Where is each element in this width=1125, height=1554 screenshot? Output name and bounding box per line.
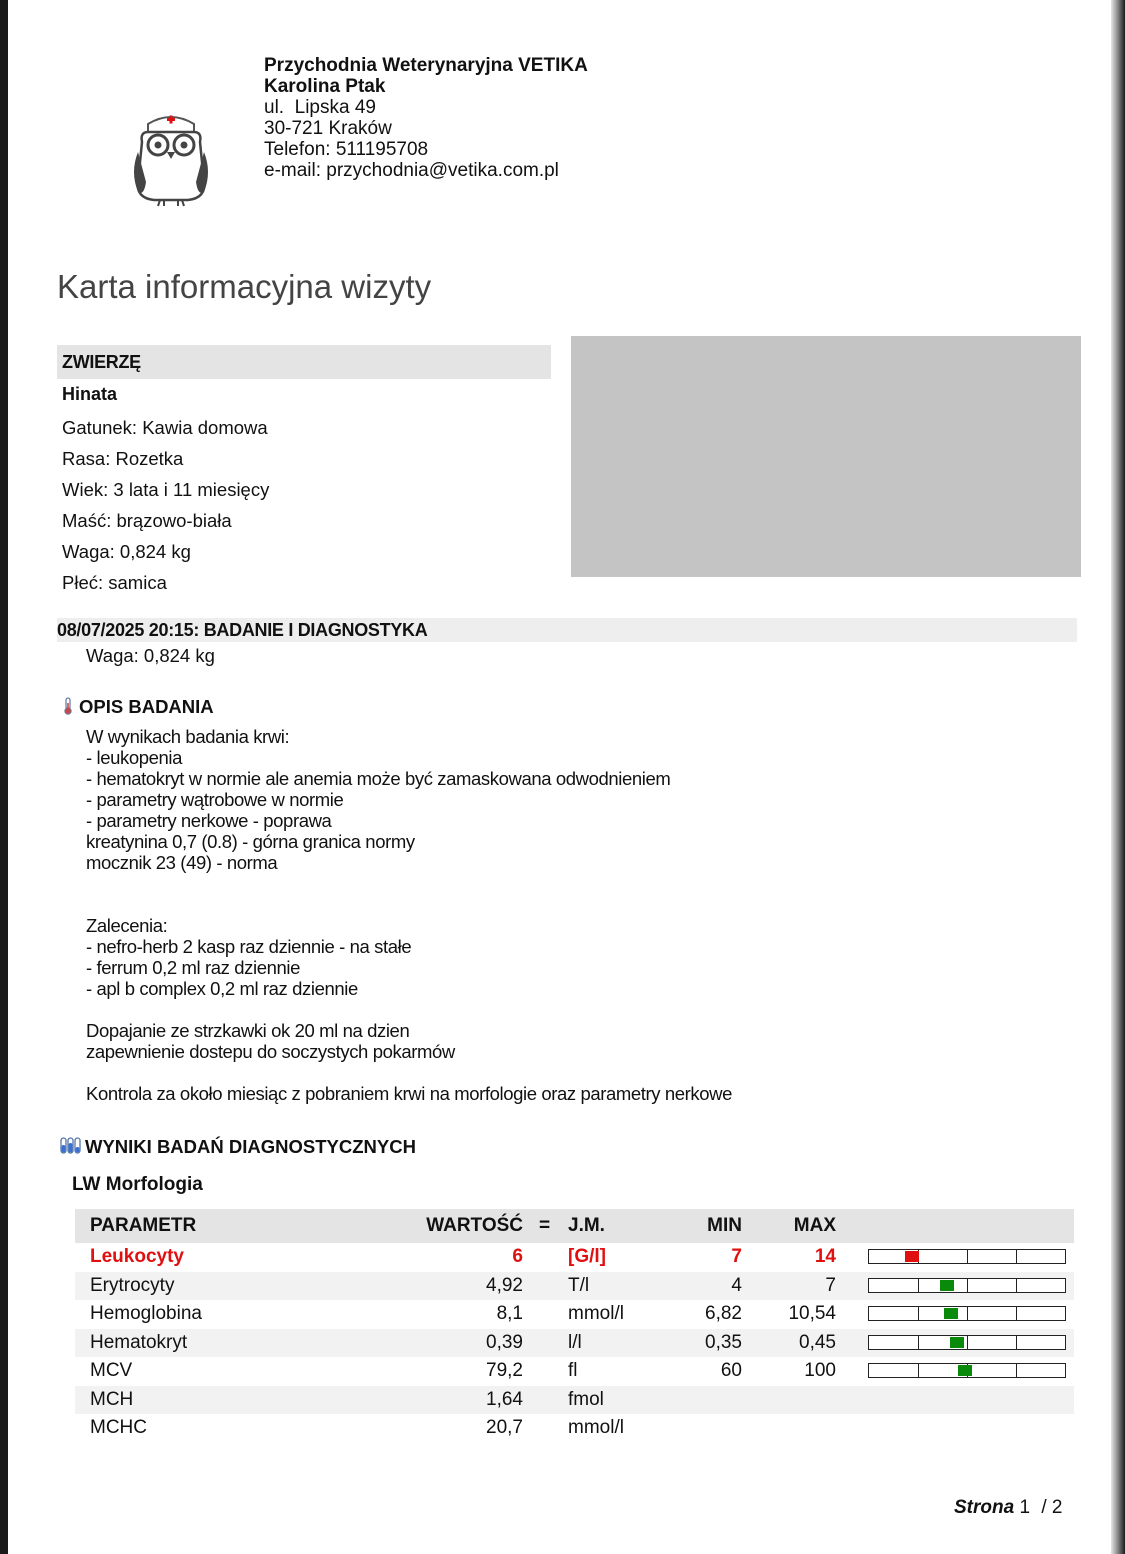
value-cell: 1,64 (486, 1388, 523, 1410)
visit-header: 08/07/2025 20:15: BADANIE I DIAGNOSTYKA (57, 618, 1077, 642)
value-cell: 79,2 (486, 1360, 523, 1381)
opis-line: Kontrola za około miesiąc z pobraniem krwi na morfologie oraz parametry nerkowe (86, 1083, 733, 1104)
col-eq-header: = (539, 1215, 551, 1236)
opis-line (86, 894, 732, 915)
table-row (75, 1300, 1074, 1329)
range-bar (868, 1306, 1066, 1321)
clinic-header (264, 55, 588, 181)
value-cell: 8,1 (496, 1303, 523, 1324)
unit-cell: T/l (568, 1274, 590, 1296)
clinic-city: 30-721 Kraków (264, 118, 392, 139)
col-min-header: MIN (707, 1215, 742, 1236)
unit-cell: mmol/l (568, 1303, 624, 1324)
param-cell: Leukocyty (90, 1246, 184, 1267)
page-total: / 2 (1041, 1497, 1063, 1518)
animal-sex: Płeć: samica (62, 572, 167, 593)
range-marker (940, 1280, 954, 1291)
clinic-owner: Karolina Ptak (264, 76, 386, 97)
clinic-phone: Telefon: 511195708 (264, 139, 429, 160)
wyniki-title: WYNIKI BADAŃ DIAGNOSTYCZNYCH (85, 1136, 416, 1157)
results-body (75, 1243, 1074, 1443)
clinic-email: e-mail: przychodnia@vetika.com.pl (264, 160, 559, 181)
value-cell: 0,39 (486, 1331, 523, 1353)
max-cell: 10,54 (788, 1303, 836, 1324)
page-label: Strona (954, 1497, 1015, 1518)
opis-line: Zalecenia: (86, 915, 168, 936)
opis-line: W wynikach badania krwi: (86, 726, 290, 747)
col-unit-header: J.M. (568, 1215, 605, 1236)
thermometer-icon (63, 697, 73, 720)
test-tubes-icon (59, 1137, 81, 1160)
animal-age: Wiek: 3 lata i 11 miesięcy (62, 479, 270, 500)
range-bar (868, 1278, 1066, 1293)
clinic-street: ul. Lipska 49 (264, 97, 376, 118)
opis-line: Dopajanie ze strzkawki ok 20 ml na dzien (86, 1020, 410, 1041)
document-title: Karta informacyjna wizyty (57, 268, 432, 305)
unit-cell: l/l (568, 1331, 582, 1353)
max-cell: 0,45 (799, 1331, 836, 1353)
min-cell: 6,82 (705, 1303, 742, 1324)
page-current: 1 (1019, 1497, 1031, 1518)
wyniki-section-header (59, 1136, 416, 1160)
range-marker (950, 1337, 964, 1348)
opis-section-header (63, 696, 214, 720)
unit-cell: [G/l] (568, 1246, 606, 1267)
col-value-header: WARTOŚĆ (426, 1215, 523, 1236)
test-name: LW Morfologia (72, 1174, 203, 1195)
unit-cell: mmol/l (568, 1417, 624, 1438)
scan-edge-right (1111, 0, 1125, 1554)
opis-line: - leukopenia (86, 747, 182, 768)
unit-cell: fl (568, 1360, 578, 1381)
table-row (75, 1357, 1074, 1386)
col-max-header: MAX (793, 1215, 836, 1236)
max-cell: 14 (814, 1246, 836, 1267)
opis-line: - nefro-herb 2 kasp raz dziennie - na stałe (86, 936, 412, 957)
value-cell: 4,92 (486, 1274, 523, 1296)
min-cell: 0,35 (705, 1331, 742, 1353)
table-row (75, 1272, 1074, 1301)
scan-edge-left (0, 0, 8, 1554)
param-cell: Erytrocyty (90, 1274, 175, 1296)
max-cell: 100 (804, 1360, 836, 1381)
opis-title: OPIS BADANIA (79, 696, 214, 717)
table-row (75, 1243, 1074, 1272)
owl-nurse-logo-icon (130, 112, 212, 208)
clinic-name: Przychodnia Weterynaryjna VETIKA (264, 55, 588, 76)
range-marker (958, 1365, 972, 1376)
animal-photo-placeholder (571, 336, 1081, 577)
opis-line: mocznik 23 (49) - norma (86, 852, 278, 873)
visit-weight: Waga: 0,824 kg (86, 645, 215, 666)
animal-section-header: ZWIERZĘ (57, 345, 551, 379)
opis-line: zapewnienie dostepu do soczystych pokarmów (86, 1041, 455, 1062)
animal-species: Gatunek: Kawia domowa (62, 417, 268, 438)
results-header-row (75, 1209, 1074, 1243)
opis-line: - parametry nerkowe - poprawa (86, 810, 332, 831)
value-cell: 6 (512, 1246, 523, 1267)
table-row (75, 1414, 1074, 1443)
param-cell: MCHC (90, 1417, 147, 1438)
opis-line (86, 999, 732, 1020)
opis-line: kreatynina 0,7 (0.8) - górna granica normy (86, 831, 415, 852)
unit-cell: fmol (568, 1388, 604, 1410)
table-row (75, 1386, 1074, 1415)
value-cell: 20,7 (486, 1417, 523, 1438)
max-cell: 7 (825, 1274, 836, 1296)
min-cell: 60 (720, 1360, 742, 1381)
animal-weight: Waga: 0,824 kg (62, 541, 191, 562)
opis-body (86, 726, 732, 1104)
opis-line: - ferrum 0,2 ml raz dziennie (86, 957, 300, 978)
param-cell: Hematokryt (90, 1331, 188, 1353)
min-cell: 4 (731, 1274, 742, 1296)
opis-line (86, 873, 732, 894)
results-table (75, 1209, 1074, 1443)
opis-line: - hematokryt w normie ale anemia może być zamaskowana odwodnieniem (86, 768, 671, 789)
param-cell: MCV (90, 1360, 133, 1381)
param-cell: Hemoglobina (90, 1303, 202, 1324)
range-bar (868, 1363, 1066, 1378)
min-cell: 7 (731, 1246, 742, 1267)
animal-fields (62, 414, 269, 600)
range-bar (868, 1249, 1066, 1264)
opis-line: - parametry wątrobowe w normie (86, 789, 344, 810)
range-marker (944, 1308, 958, 1319)
col-param-header: PARAMETR (90, 1215, 197, 1236)
param-cell: MCH (90, 1388, 134, 1410)
animal-name: Hinata (62, 384, 118, 404)
opis-line: - apl b complex 0,2 ml raz dziennie (86, 978, 358, 999)
table-row (75, 1329, 1074, 1358)
opis-line (86, 1062, 732, 1083)
animal-breed: Rasa: Rozetka (62, 448, 184, 469)
range-marker (905, 1251, 919, 1262)
animal-color: Maść: brązowo-biała (62, 510, 232, 531)
page-footer (954, 1497, 1062, 1519)
range-bar (868, 1335, 1066, 1350)
